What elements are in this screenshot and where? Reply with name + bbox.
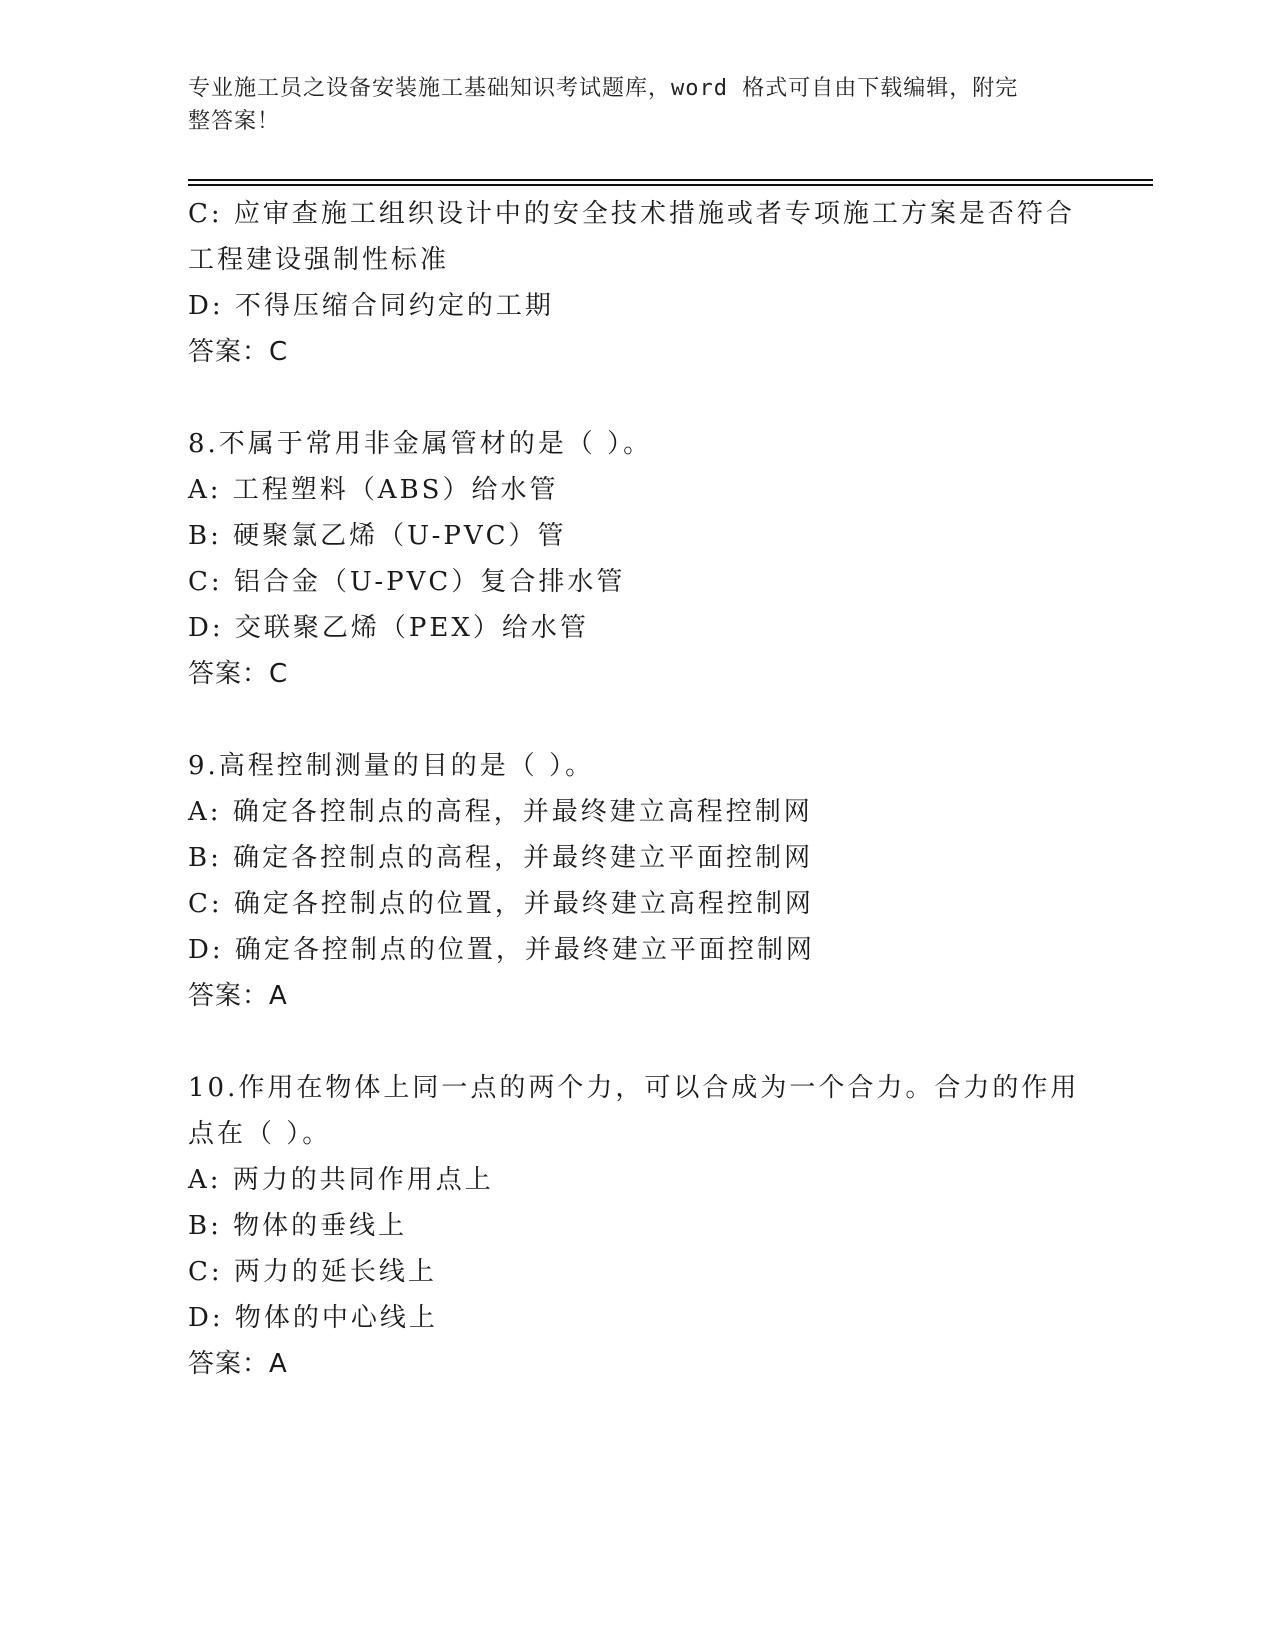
answer: 答案：A: [188, 1349, 288, 1379]
answer: 答案：A: [188, 981, 288, 1011]
option-c-line-2: 工程建设强制性标准: [188, 245, 450, 275]
question-content: [188, 191, 1128, 1387]
answer: 答案：C: [188, 659, 289, 689]
question-block-previous: [188, 191, 1128, 375]
option-d: D: 确定各控制点的位置，并最终建立平面控制网: [188, 935, 815, 965]
option-d: D: 物体的中心线上: [188, 1303, 438, 1333]
question-block-8: [188, 421, 1128, 697]
header-divider-top: [188, 179, 1153, 181]
header-line-1: 专业施工员之设备安装施工基础知识考试题库，word 格式可自由下载编辑，附完: [188, 76, 1019, 101]
spacer: [188, 375, 1128, 421]
option-c: C: 确定各控制点的位置，并最终建立高程控制网: [188, 889, 814, 919]
spacer: [188, 1019, 1128, 1065]
option-b: B: 物体的垂线上: [188, 1211, 408, 1241]
answer: 答案：C: [188, 337, 289, 367]
option-d: D: 交联聚乙烯（PEX）给水管: [188, 613, 589, 643]
option-a: A: 两力的共同作用点上: [188, 1165, 494, 1195]
option-b: B: 硬聚氯乙烯（U-PVC）管: [188, 521, 567, 551]
question-block-10: [188, 1065, 1128, 1387]
question-stem: 9.高程控制测量的目的是（ ）。: [188, 751, 595, 781]
option-b: B: 确定各控制点的高程，并最终建立平面控制网: [188, 843, 814, 873]
option-c: C: 铝合金（U-PVC）复合排水管: [188, 567, 626, 597]
question-stem-line-2: 点在（ ）。: [188, 1119, 332, 1149]
option-a: A: 工程塑料（ABS）给水管: [188, 475, 559, 505]
question-stem-line-1: 10.作用在物体上同一点的两个力，可以合成为一个合力。合力的作用: [188, 1073, 1080, 1103]
header-line-2: 整答案！: [188, 109, 281, 134]
option-d: D: 不得压缩合同约定的工期: [188, 291, 554, 321]
spacer: [188, 697, 1128, 743]
document-header: [188, 72, 1068, 138]
option-a: A: 确定各控制点的高程，并最终建立高程控制网: [188, 797, 813, 827]
option-c-line-1: C: 应审查施工组织设计中的安全技术措施或者专项施工方案是否符合: [188, 199, 1075, 229]
header-divider-bottom: [188, 184, 1153, 186]
question-block-9: [188, 743, 1128, 1019]
question-stem: 8.不属于常用非金属管材的是（ ）。: [188, 429, 653, 459]
option-c: C: 两力的延长线上: [188, 1257, 437, 1287]
